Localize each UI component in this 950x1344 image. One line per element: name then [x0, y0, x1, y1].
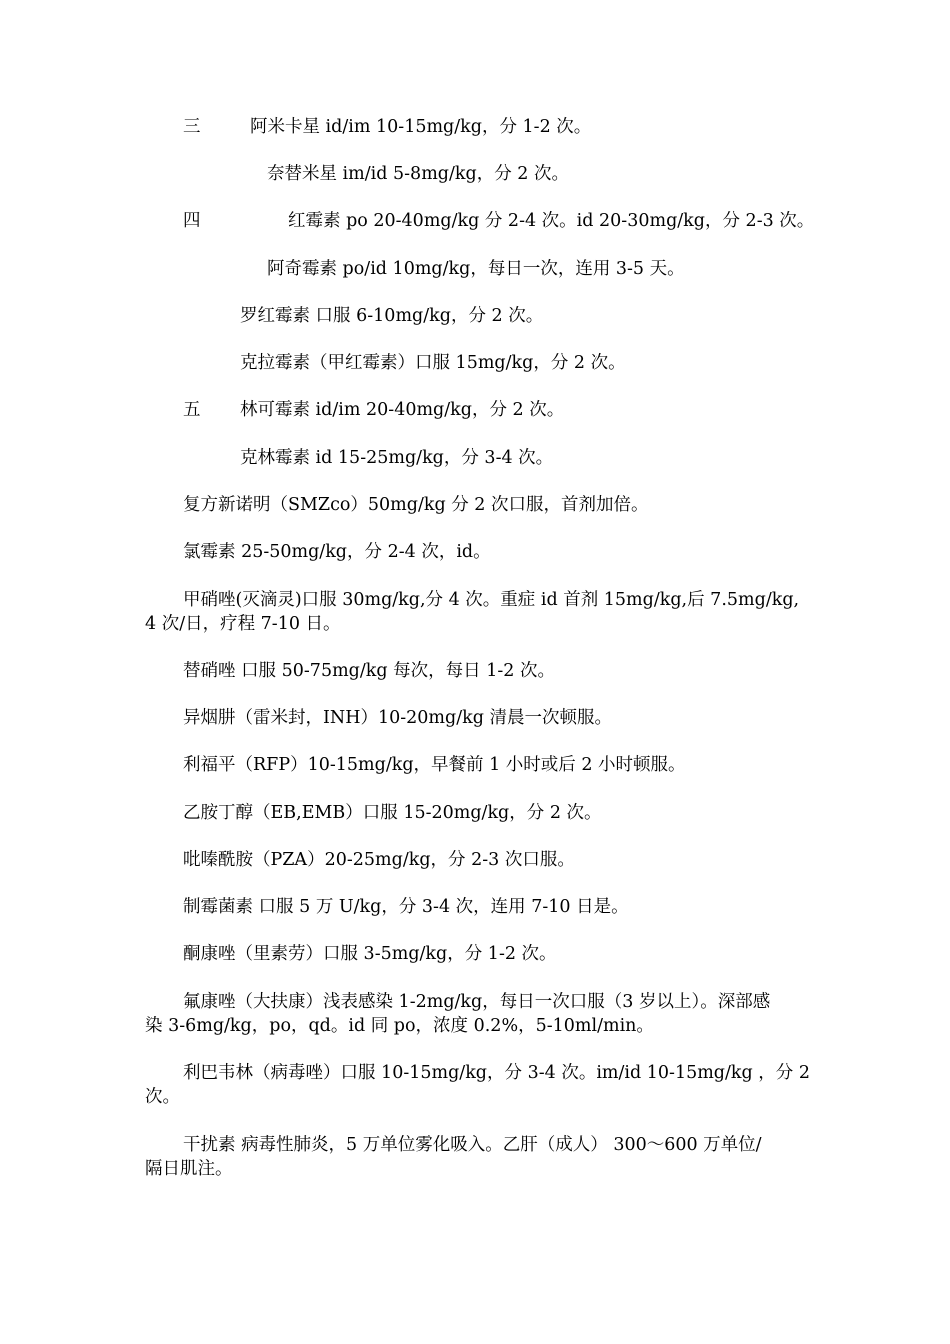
paragraph-rifampicin: 利福平（RFP）10-15mg/kg，早餐前 1 小时或后 2 小时顿服。 — [183, 755, 686, 775]
paragraph-ethambutol: 乙胺丁醇（EB,EMB）口服 15-20mg/kg，分 2 次。 — [183, 803, 602, 823]
paragraph-tinidazole: 替硝唑 口服 50-75mg/kg 每次，每日 1-2 次。 — [183, 661, 555, 681]
drug-text: 林可霉素 id/im 20-40mg/kg，分 2 次。 — [240, 400, 565, 420]
drug-line-clarithromycin: 克拉霉素（甲红霉素）口服 15mg/kg，分 2 次。 — [240, 353, 626, 373]
paragraph-line: 干扰素 病毒性肺炎，5 万单位雾化吸入。乙肝（成人） 300～600 万单位/ — [183, 1135, 762, 1155]
paragraph-line: 甲硝唑(灭滴灵)口服 30mg/kg,分 4 次。重症 id 首剂 15mg/kg,后 7.5mg/kg, — [183, 590, 800, 610]
drug-text: 阿米卡星 id/im 10-15mg/kg，分 1-2 次。 — [250, 117, 592, 137]
section-number: 三 — [183, 117, 201, 137]
drug-text: 红霉素 po 20-40mg/kg 分 2-4 次。id 20-30mg/kg，分 2-3 次。 — [288, 211, 815, 231]
section-number: 五 — [183, 400, 201, 420]
paragraph-line: 利巴韦林（病毒唑）口服 10-15mg/kg，分 3-4 次。im/id 10-15mg/kg ，分 2 — [183, 1063, 810, 1083]
paragraph-line: 染 3-6mg/kg，po，qd。id 同 po，浓度 0.2%，5-10ml/min。 — [145, 1016, 654, 1036]
drug-line-roxithromycin: 罗红霉素 口服 6-10mg/kg，分 2 次。 — [240, 306, 544, 326]
drug-line-azithromycin: 阿奇霉素 po/id 10mg/kg，每日一次，连用 3-5 天。 — [267, 259, 685, 279]
paragraph-line: 4 次/日，疗程 7-10 日。 — [145, 614, 341, 634]
paragraph-line: 次。 — [145, 1087, 180, 1107]
paragraph-pyrazinamide: 吡嗪酰胺（PZA）20-25mg/kg，分 2-3 次口服。 — [183, 850, 575, 870]
drug-line-netilmicin: 奈替米星 im/id 5-8mg/kg，分 2 次。 — [267, 164, 569, 184]
drug-line-smzco: 复方新诺明（SMZco）50mg/kg 分 2 次口服，首剂加倍。 — [183, 495, 649, 515]
paragraph-line: 隔日肌注。 — [145, 1159, 233, 1179]
paragraph-line: 氟康唑（大扶康）浅表感染 1-2mg/kg，每日一次口服（3 岁以上）。深部感 — [183, 992, 771, 1012]
drug-line-clindamycin: 克林霉素 id 15-25mg/kg，分 3-4 次。 — [240, 448, 554, 468]
paragraph-nystatin: 制霉菌素 口服 5 万 U/kg，分 3-4 次，连用 7-10 日是。 — [183, 897, 629, 917]
drug-line-chloramphenicol: 氯霉素 25-50mg/kg，分 2-4 次，id。 — [183, 542, 491, 562]
paragraph-isoniazid: 异烟肼（雷米封，INH）10-20mg/kg 清晨一次顿服。 — [183, 708, 612, 728]
paragraph-ketoconazole: 酮康唑（里素劳）口服 3-5mg/kg，分 1-2 次。 — [183, 944, 557, 964]
section-number: 四 — [183, 211, 201, 231]
